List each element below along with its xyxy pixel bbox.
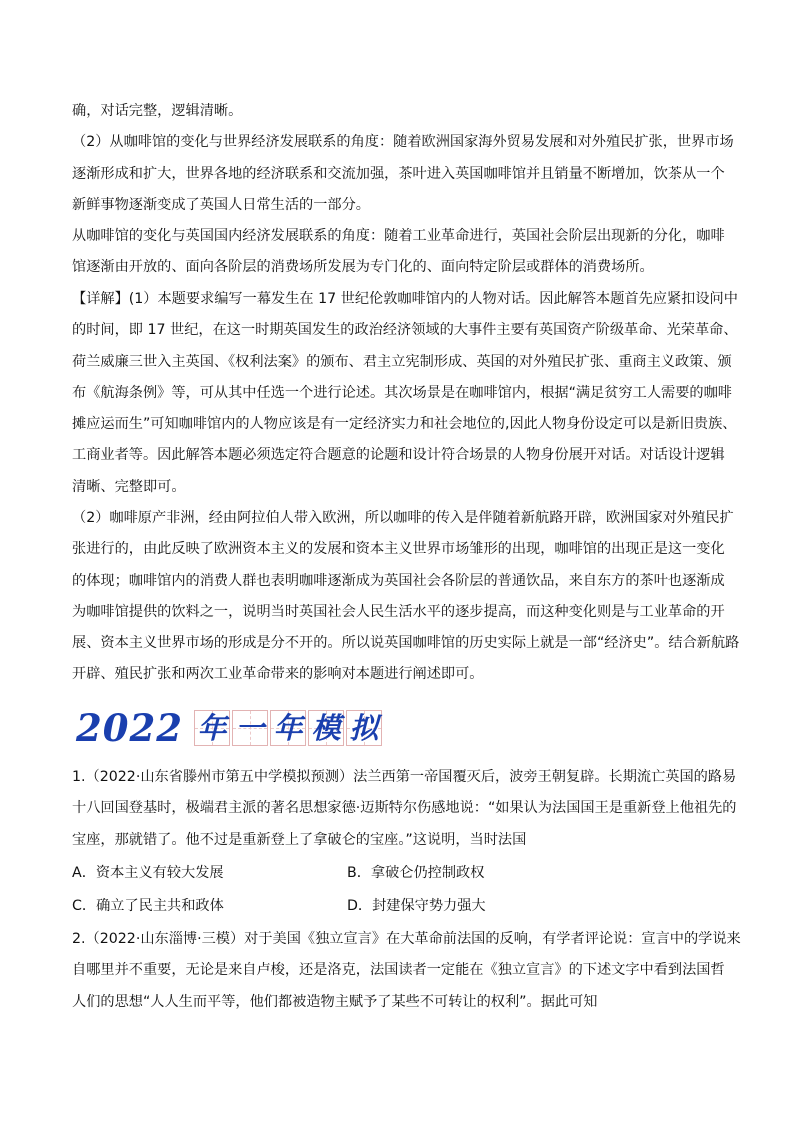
banner-grid-cell — [270, 710, 306, 746]
text-line: 为咖啡馆提供的饮料之一，说明当时英国社会人民生活水平的逐步提高，而这种变化则是与工业革命的开 — [72, 603, 725, 620]
text-line: 的体现；咖啡馆内的消费人群也表明咖啡逐渐成为英国社会各阶层的普通饮品，来自东方的茶叶也逐渐成 — [72, 572, 725, 589]
text-line: 【详解】(1）本题要求编写一幕发生在 17 世纪伦敦咖啡馆内的人物对话。因此解答本题首先应紧扣设问中 — [72, 291, 738, 307]
text-line: 宝座，那就错了。他不过是重新登上了拿破仑的宝座。”这说明，当时法国 — [72, 831, 527, 848]
text-line: 开辟、殖民扩张和两次工业革命带来的影响对本题进行阐述即可。 — [72, 666, 484, 683]
banner-grid — [194, 710, 384, 746]
text-line: 展、资本主义世界市场的形成是分不开的。所以说英国咖啡馆的历史实际上就是一部“经济史”。结合新航路 — [72, 635, 740, 652]
text-line: 荷兰威廉三世入主英国、《权利法案》的颁布、君主立宪制形成、英国的对外殖民扩张、重商主义政策、颁 — [72, 353, 732, 370]
text-line: 新鲜事物逐渐变成了英国人日常生活的一部分。 — [72, 196, 370, 213]
banner-char: 一 — [235, 711, 265, 745]
text-line: 十八回国登基时，极端君主派的著名思想家德·迈斯特尔伤感地说：“如果认为法国国王是重新登上他祖先的 — [72, 800, 737, 817]
option-c[interactable]: C．确立了民主共和政体 — [72, 898, 224, 914]
text-line: 布《航海条例》等，可从其中任选一个进行论述。其次场景是在咖啡馆内，根据“满足贫穷工人需要的咖啡 — [72, 384, 732, 401]
banner-char: 年 — [197, 711, 227, 745]
analysis-continuation — [72, 96, 732, 284]
text-line: 人们的思想“人人生而平等，他们都被造物主赋予了某些不可转让的权利”。据此可知 — [72, 993, 598, 1010]
banner-grid-cell — [346, 710, 382, 746]
banner-year: 2022 — [76, 706, 183, 750]
detail-paragraph-2 — [72, 503, 740, 691]
text-line: 张进行的，由此反映了欧洲资本主义的发展和资本主义世界市场雏形的出现，咖啡馆的出现正是这一变化 — [72, 541, 725, 558]
text-line: 确，对话完整，逻辑清晰。 — [72, 103, 243, 119]
text-line: 1.（2022·山东省滕州市第五中学模拟预测）法兰西第一帝国覆灭后，波旁王朝复辟。长期流亡英国的路易 — [72, 769, 737, 785]
question-2-stem — [72, 924, 741, 1018]
detail-paragraph-1 — [72, 284, 738, 503]
banner-grid-cell — [232, 710, 268, 746]
text-line: 馆逐渐由开放的、面向各阶层的消费场所发展为专门化的、面向特定阶层或群体的消费场所。 — [72, 259, 654, 276]
option-d[interactable]: D．封建保守势力强大 — [347, 898, 486, 914]
section-banner — [76, 706, 446, 750]
text-line: 自哪里并不重要，无论是来自卢梭，还是洛克，法国读者一定能在《独立宣言》的下述文字中看到法国哲 — [72, 962, 725, 979]
option-b[interactable]: B．拿破仑仍控制政权 — [347, 865, 485, 881]
text-line: 的时间，即 17 世纪，在这一时期英国发生的政治经济领域的大事件主要有英国资产阶级革命、光荣革命、 — [72, 322, 738, 339]
banner-grid-cell — [308, 710, 344, 746]
text-line: 从咖啡馆的变化与英国国内经济发展联系的角度：随着工业革命进行，英国社会阶层出现新的分化，咖啡 — [72, 228, 725, 245]
question-1-options-row-2 — [72, 891, 732, 922]
text-line: （2）咖啡原产非洲，经由阿拉伯人带入欧洲，所以咖啡的传入是伴随着新航路开辟，欧洲国家对外殖民扩 — [72, 510, 734, 526]
banner-char: 拟 — [349, 711, 379, 745]
banner-char: 模 — [311, 711, 341, 745]
text-line: 逐渐形成和扩大，世界各地的经济联系和交流加强，茶叶进入英国咖啡馆并且销量不断增加，饮茶从一个 — [72, 165, 725, 182]
banner-char: 年 — [273, 711, 303, 745]
banner-grid-cell — [194, 710, 230, 746]
question-1-stem — [72, 762, 737, 856]
text-line: 工商业者等。因此解答本题必须选定符合题意的论题和设计符合场景的人物身份展开对话。对话设计逻辑 — [72, 447, 725, 464]
text-line: 摊应运而生”可知咖啡馆内的人物应该是有一定经济实力和社会地位的,因此人物身份设定可以是新旧贵族、 — [72, 416, 737, 433]
text-line: （2）从咖啡馆的变化与世界经济发展联系的角度：随着欧洲国家海外贸易发展和对外殖民扩张，世界市场 — [72, 134, 734, 151]
question-1-options-row-1 — [72, 858, 732, 889]
text-line: 2.（2022·山东淄博·三模）对于美国《独立宣言》在大革命前法国的反响，有学者评论说：宣言中的学说来 — [72, 931, 741, 947]
option-a[interactable]: A．资本主义有较大发展 — [72, 865, 224, 881]
text-line: 清晰、完整即可。 — [72, 478, 186, 495]
